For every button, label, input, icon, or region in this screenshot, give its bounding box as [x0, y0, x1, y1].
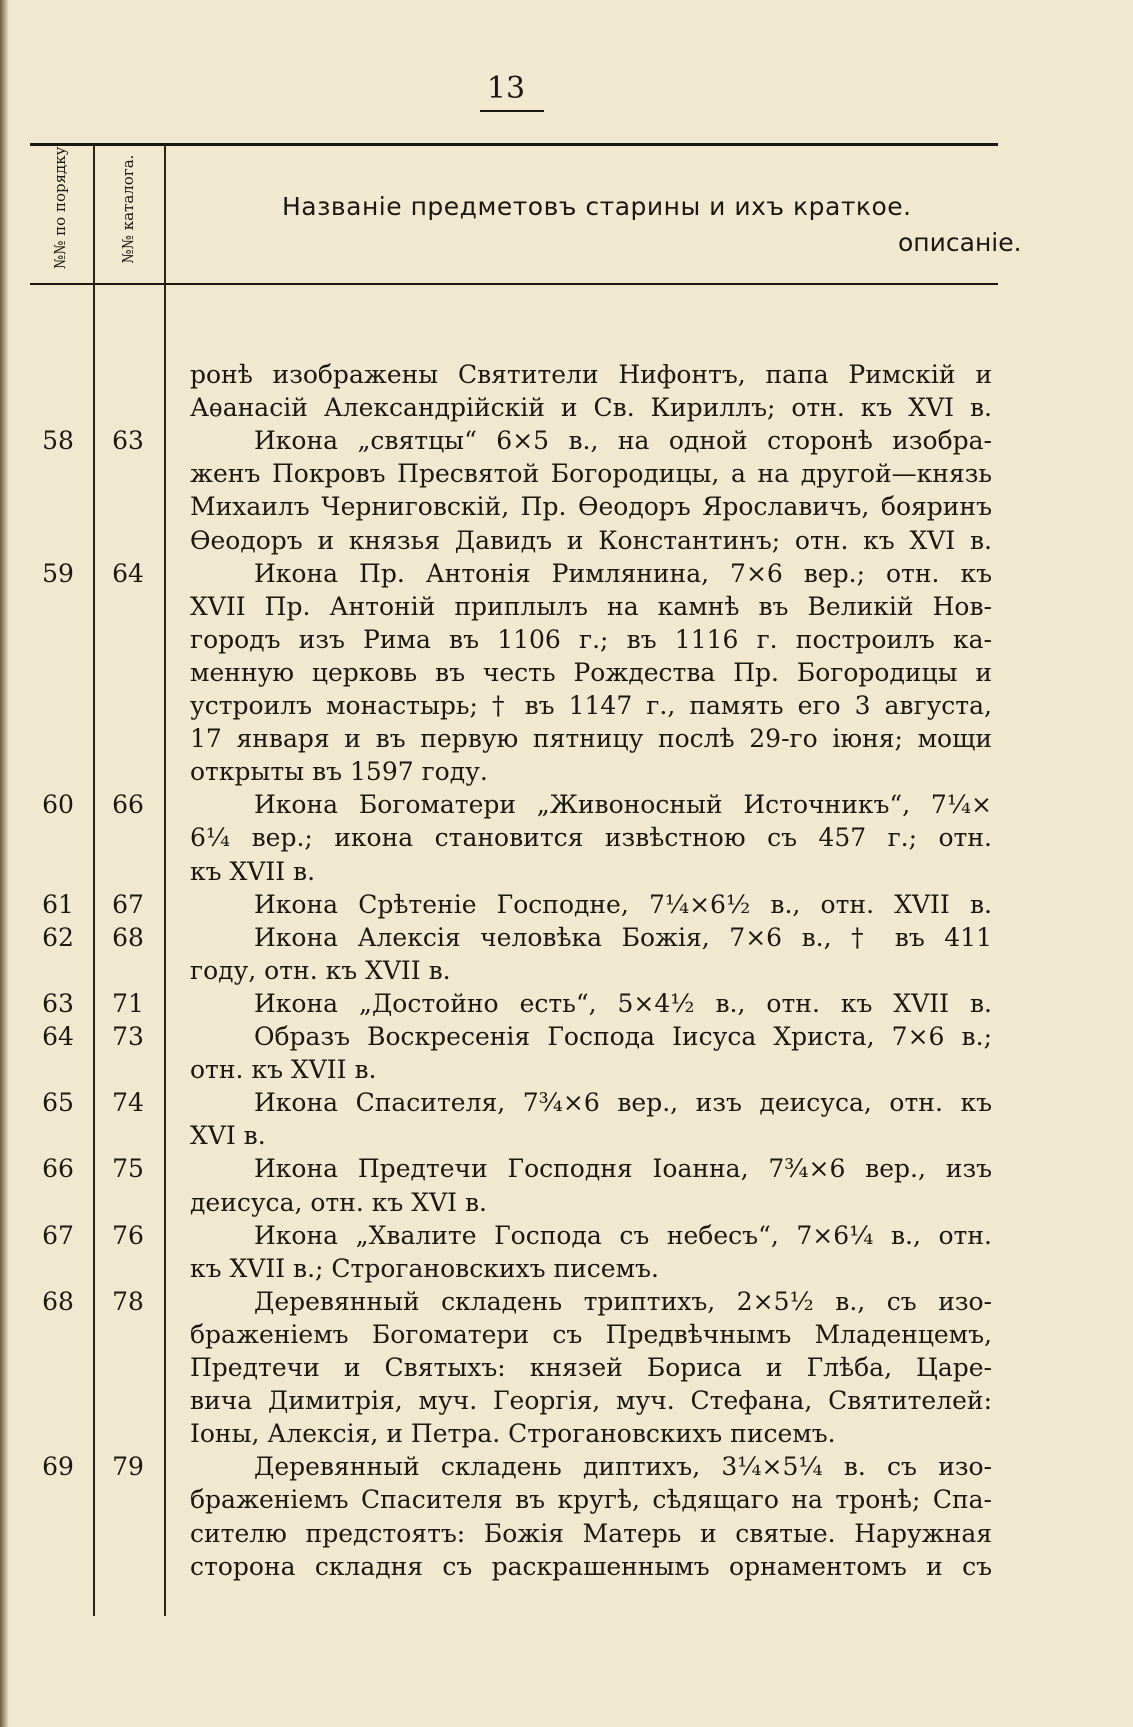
- entry-order-number: 67: [42, 1221, 74, 1250]
- entry-text-line: городъ изъ Рима въ 1106 г.; въ 1116 г. построилъ ка-: [190, 625, 992, 654]
- entry-text-line: къ XVII в.: [190, 857, 316, 886]
- table-header-rule: [30, 283, 998, 285]
- entry-text-line: сителю предстоятъ: Божія Матерь и святые. Наружная: [190, 1519, 992, 1548]
- column-header-description: Названіе предметовъ старины и ихъ краткое.: [282, 192, 912, 221]
- entry-catalog-number: 73: [112, 1022, 144, 1051]
- entry-order-number: 69: [42, 1452, 74, 1481]
- entry-catalog-number: 79: [112, 1452, 144, 1481]
- entry-order-number: 63: [42, 989, 74, 1018]
- entry-text-line: Икона Срѣтеніе Господне, 7¼×6½ в., отн. XVII в.: [254, 890, 992, 919]
- entry-text-line: ронѣ изображены Святители Нифонтъ, папа Римскій и: [190, 360, 992, 389]
- entry-catalog-number: 78: [112, 1287, 144, 1316]
- entry-text-line: устроилъ монастырь; † въ 1147 г., память его 3 августа,: [190, 691, 992, 720]
- entry-text-line: отн. къ XVII в.: [190, 1055, 377, 1084]
- entry-text-line: Икона Пр. Антонія Римлянина, 7×6 вер.; отн. къ: [254, 559, 992, 588]
- entry-order-number: 61: [42, 890, 74, 919]
- entry-text-line: Ѳеодоръ и князья Давидъ и Константинъ; отн. къ XVI в.: [190, 526, 992, 555]
- entry-text-line: Икона „святцы“ 6×5 в., на одной сторонѣ изобра-: [254, 426, 992, 455]
- entry-order-number: 59: [42, 559, 74, 588]
- entry-text-line: деисуса, отн. къ XVI в.: [190, 1188, 487, 1217]
- entry-catalog-number: 66: [112, 790, 144, 819]
- column-divider-2: [164, 146, 166, 1616]
- entry-text-line: Икона „Достойно есть“, 5×4½ в., отн. къ XVII в.: [254, 989, 992, 1018]
- entry-text-line: Икона Богоматери „Живоносный Источникъ“, 7¼×: [254, 790, 992, 819]
- entry-text-line: Икона Спасителя, 7¾×6 вер., изъ деисуса, отн. къ: [254, 1088, 992, 1117]
- entry-text-line: 17 января и въ первую пятницу послѣ 29-го іюня; мощи: [190, 724, 992, 753]
- table-top-rule: [30, 143, 998, 146]
- column-header-order-number: №№ по порядку.: [51, 141, 69, 269]
- entry-text-line: XVII Пр. Антоній приплылъ на камнѣ въ Великій Нов-: [190, 592, 992, 621]
- entry-text-line: XVI в.: [190, 1121, 266, 1150]
- entry-catalog-number: 67: [112, 890, 144, 919]
- entry-order-number: 60: [42, 790, 74, 819]
- entry-text-line: браженіемъ Спасителя въ кругѣ, сѣдящаго на тронѣ; Спа-: [190, 1485, 992, 1514]
- entry-order-number: 66: [42, 1154, 74, 1183]
- entry-text-line: Михаилъ Черниговскій, Пр. Ѳеодоръ Ярославичъ, бояринъ: [190, 492, 992, 521]
- entry-text-line: году, отн. къ XVII в.: [190, 956, 451, 985]
- entry-catalog-number: 63: [112, 426, 144, 455]
- entry-order-number: 64: [42, 1022, 74, 1051]
- page-number: 13: [486, 71, 526, 106]
- entry-text-line: Деревянный складень триптихъ, 2×5½ в., съ изо-: [254, 1287, 992, 1316]
- entry-text-line: Икона „Хвалите Господа съ небесъ“, 7×6¼ в., отн.: [254, 1221, 992, 1250]
- column-divider-1: [93, 146, 95, 1616]
- entry-catalog-number: 74: [112, 1088, 144, 1117]
- entry-text-line: 6¼ вер.; икона становится извѣстною съ 457 г.; отн.: [190, 823, 992, 852]
- entry-text-line: къ XVII в.; Строгановскихъ писемъ.: [190, 1254, 659, 1283]
- entry-text-line: браженіемъ Богоматери съ Предвѣчнымъ Младенцемъ,: [190, 1320, 992, 1349]
- entry-text-line: Аѳанасій Александрійскій и Св. Кириллъ; отн. къ XVI в.: [190, 393, 992, 422]
- entry-text-line: Икона Алексія человѣка Божія, 7×6 в., † въ 411: [254, 923, 992, 952]
- page-number-underline: [480, 110, 544, 112]
- entry-order-number: 62: [42, 923, 74, 952]
- entry-text-line: сторона складня съ раскрашеннымъ орнаментомъ и съ: [190, 1552, 992, 1581]
- entry-text-line: Деревянный складень диптихъ, 3¼×5¼ в. съ изо-: [254, 1452, 992, 1481]
- column-header-catalog-number: №№ каталога.: [119, 154, 137, 264]
- entry-text-line: открыты въ 1597 году.: [190, 757, 488, 786]
- entry-text-line: Образъ Воскресенія Господа Іисуса Христа, 7×6 в.;: [254, 1022, 992, 1051]
- page-edge-shadow: [0, 0, 9, 1727]
- entry-text-line: вича Димитрія, муч. Георгія, муч. Стефана, Святителей:: [190, 1386, 992, 1415]
- entry-catalog-number: 71: [112, 989, 144, 1018]
- entry-text-line: женъ Покровъ Пресвятой Богородицы, а на другой—князь: [190, 459, 992, 488]
- entry-order-number: 65: [42, 1088, 74, 1117]
- entry-catalog-number: 64: [112, 559, 144, 588]
- entry-text-line: Икона Предтечи Господня Іоанна, 7¾×6 вер., изъ: [254, 1154, 992, 1183]
- entry-text-line: Предтечи и Святыхъ: князей Бориса и Глѣба, Царе-: [190, 1353, 992, 1382]
- entry-order-number: 58: [42, 426, 74, 455]
- entry-catalog-number: 76: [112, 1221, 144, 1250]
- entry-order-number: 68: [42, 1287, 74, 1316]
- entry-catalog-number: 68: [112, 923, 144, 952]
- entry-catalog-number: 75: [112, 1154, 144, 1183]
- column-header-description-end: описаніе.: [898, 228, 1022, 257]
- entry-text-line: менную церковь въ честь Рождества Пр. Богородицы и: [190, 658, 992, 687]
- entry-text-line: Іоны, Алексія, и Петра. Строгановскихъ писемъ.: [190, 1419, 836, 1448]
